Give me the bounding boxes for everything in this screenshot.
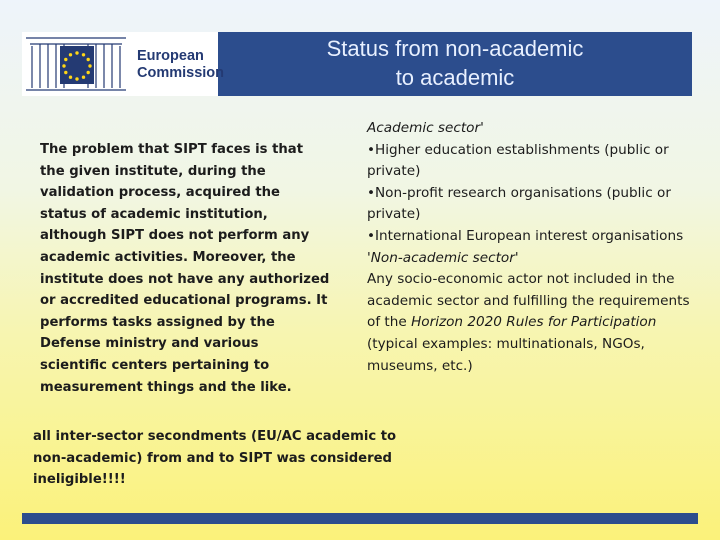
horizon-rules-reference: Horizon 2020 Rules for Participation bbox=[411, 314, 657, 331]
european-commission-logo bbox=[22, 32, 225, 96]
ineligibility-note: all inter-sector secondments (EU/AC academic to non-academic) from and to SIPT was considered ineligible!!!! bbox=[33, 429, 397, 488]
definition-end: (typical examples: multinationals, NGOs, museums, etc.) bbox=[367, 335, 645, 374]
sector-definitions bbox=[367, 118, 702, 377]
footer-bar bbox=[22, 513, 698, 524]
problem-paragraph: The problem that SIPT faces is that the given institute, during the validation process, acquired the status of academic institution, although SIPT does not perform any academic activities. Moreover, the institute does not have any authorized or accredited educational programs. It performs tasks assigned by the Defense ministry and various scientific centers pertaining to measurement things and the like. bbox=[40, 142, 330, 395]
logo-line-commission: Commission bbox=[137, 65, 225, 81]
academic-sector-heading: Academic sector' bbox=[367, 120, 484, 136]
logo-line-european: European bbox=[137, 48, 204, 64]
academic-item-higher-education: •Higher education establishments (public or private) bbox=[367, 141, 669, 180]
non-academic-definition bbox=[367, 269, 702, 377]
logo-wordmark bbox=[137, 48, 224, 82]
slide-title: Status from non-academic to academic bbox=[326, 36, 584, 90]
academic-item-international: •International European interest organisations bbox=[367, 227, 684, 244]
academic-item-research-orgs: •Non-profit research organisations (public or private) bbox=[367, 184, 671, 223]
non-academic-sector-heading: 'Non-academic sector' bbox=[367, 249, 519, 266]
definition-start: Any socio-economic actor not included in the academic sector and fulfilling the requirements of the bbox=[367, 271, 690, 331]
